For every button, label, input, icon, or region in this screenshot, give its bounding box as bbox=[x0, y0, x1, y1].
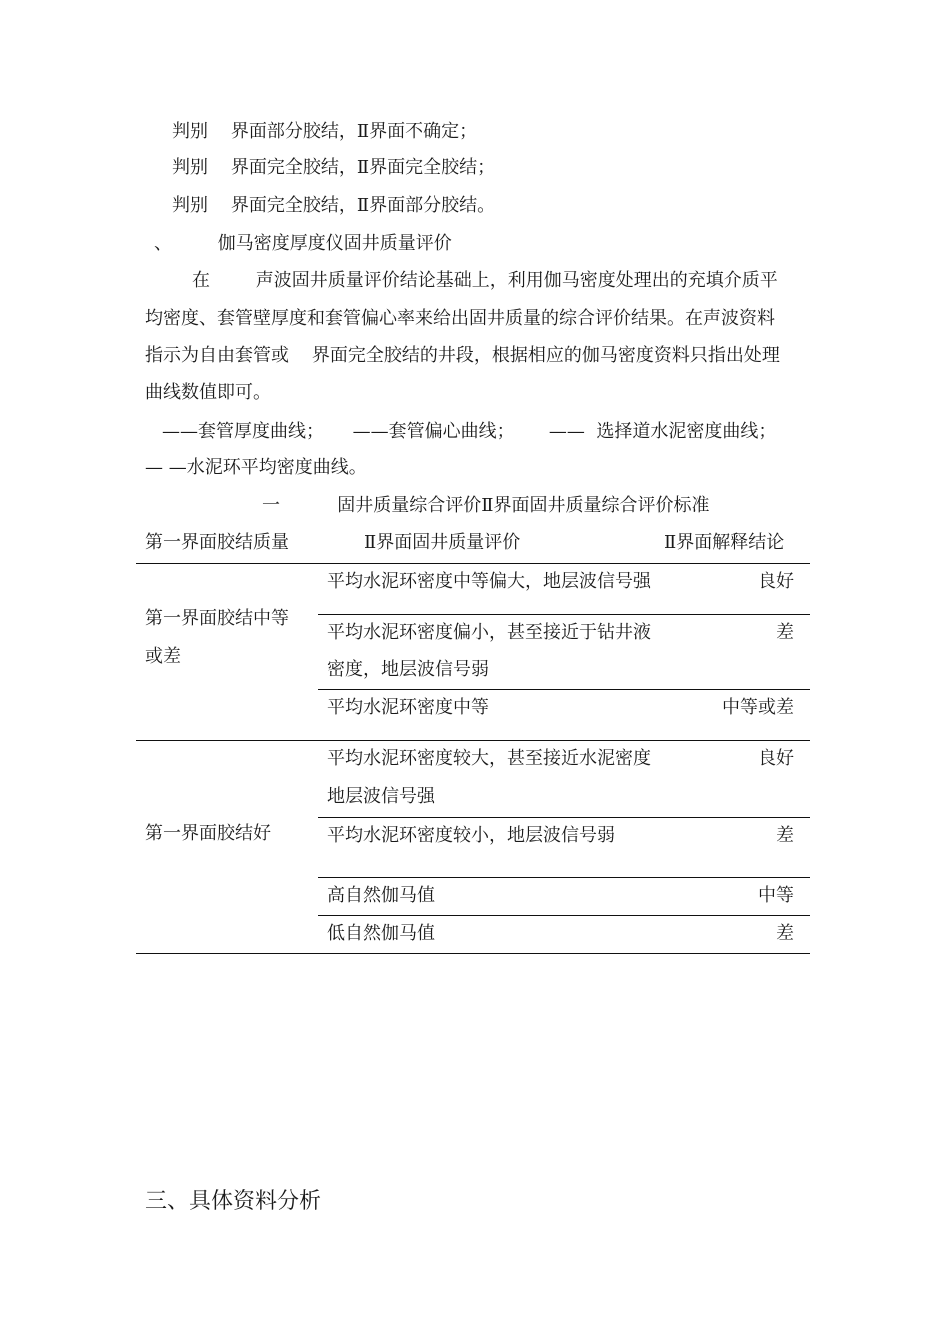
paragraph-line-1: 在 声波固井质量评价结论基础上，利用伽马密度处理出的充填介质平 bbox=[192, 270, 778, 291]
curves-line-2: — —水泥环平均密度曲线。 bbox=[145, 457, 367, 478]
table-row-2-eval-line-2: 密度，地层波信号弱 bbox=[327, 659, 489, 680]
next-section-heading: 三、具体资料分析 bbox=[145, 1189, 322, 1214]
judgment-line-3: 判别 界面完全胶结，Ⅱ界面部分胶结。 bbox=[172, 195, 496, 216]
table-row-6-eval: 高自然伽马值 bbox=[327, 885, 435, 906]
table-row-4-eval-line-1: 平均水泥环密度较大，甚至接近水泥密度 bbox=[327, 748, 651, 769]
paragraph-line-3: 指示为自由套管或 界面完全胶结的井段，根据相应的伽马密度资料只指出处理 bbox=[145, 345, 780, 366]
curves-line-1: ——套管厚度曲线； ——套管偏心曲线； —— 选择道水泥密度曲线； bbox=[162, 421, 777, 442]
table-row-7-result: 差 bbox=[776, 923, 794, 944]
section-heading: 、 伽马密度厚度仪固井质量评价 bbox=[154, 233, 452, 254]
paragraph-line-2: 均密度、套管壁厚度和套管偏心率来给出固井质量的综合评价结果。在声波资料 bbox=[145, 308, 775, 329]
table-row-7-eval: 低自然伽马值 bbox=[327, 923, 435, 944]
table-row-3-result: 中等或差 bbox=[722, 697, 794, 718]
table-row-5-eval: 平均水泥环密度较小，地层波信号弱 bbox=[327, 825, 615, 846]
group2-label: 第一界面胶结好 bbox=[145, 823, 271, 844]
table-row-2-result: 差 bbox=[776, 622, 794, 643]
group1-label-line-1: 第一界面胶结中等 bbox=[145, 608, 289, 629]
header-second-interface-eval: Ⅱ界面固井质量评价 bbox=[364, 532, 521, 553]
judgment-line-1: 判别 界面部分胶结，Ⅱ界面不确定； bbox=[172, 121, 478, 142]
judgment-line-2: 判别 界面完全胶结，Ⅱ界面完全胶结； bbox=[172, 157, 496, 178]
table-row-2-eval-line-1: 平均水泥环密度偏小，甚至接近于钻井液 bbox=[327, 622, 651, 643]
paragraph-line-4: 曲线数值即可。 bbox=[145, 382, 271, 403]
group1-label-line-2: 或差 bbox=[145, 646, 181, 667]
table-row-1-eval: 平均水泥环密度中等偏大，地层波信号强 bbox=[327, 571, 651, 592]
table-row-3-eval: 平均水泥环密度中等 bbox=[327, 697, 489, 718]
header-first-interface: 第一界面胶结质量 bbox=[145, 532, 289, 553]
table-caption: 一 固井质量综合评价Ⅱ界面固井质量综合评价标准 bbox=[262, 495, 710, 516]
table-row-1-result: 良好 bbox=[758, 571, 794, 592]
table-row-4-eval-line-2: 地层波信号强 bbox=[327, 786, 435, 807]
table-row-6-result: 中等 bbox=[758, 885, 794, 906]
table-row-5-result: 差 bbox=[776, 825, 794, 846]
header-conclusion: Ⅱ界面解释结论 bbox=[664, 532, 785, 553]
table-rule-bottom bbox=[136, 953, 810, 954]
table-row-4-result: 良好 bbox=[758, 748, 794, 769]
